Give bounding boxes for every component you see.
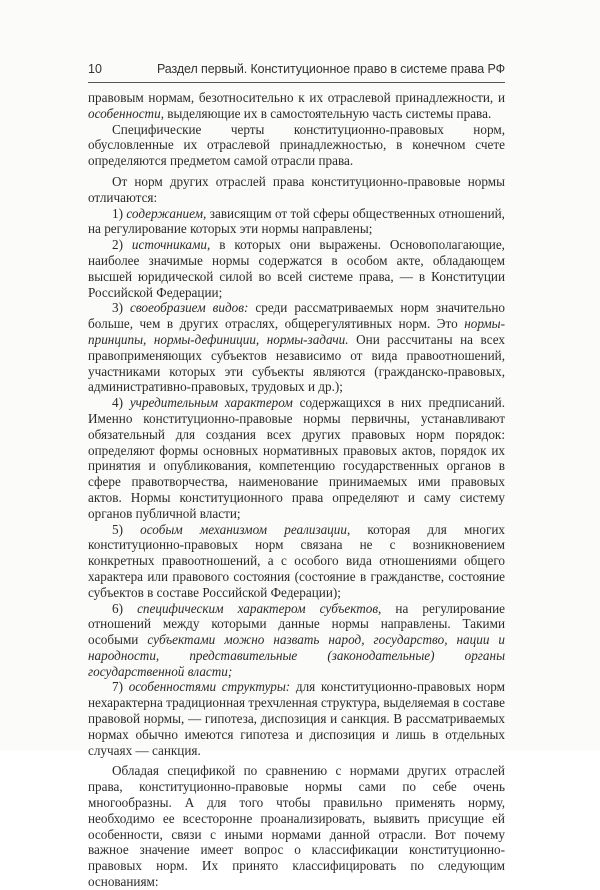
text-run: содержащихся в них предписаний. Именно конституционно-правовые нормы первичны, устанавливают обязательный для создания всех других правовых норм порядок: определяют формы основных нормативных правовых актов, порядок их принятия и опубликования, компетенцию государственных органов в сфере правотворчества, наименование принимаемых ими правовых актов. Нормы конституционного права определяют и саму систему органов публичной власти;: [88, 395, 505, 521]
text-run: для конституционно-правовых норм нехарактерна традиционная трехчленная структура, выделяемая в составе правовой нормы, — гипотеза, диспозиция и санкция. В рассматриваемых нормах обычно имеются гипотеза и диспозиция и лишь в отдельных случаях — санкция.: [88, 679, 505, 758]
italic-text: своеобразием видов:: [130, 300, 249, 316]
text-run: 5): [112, 521, 141, 537]
text-run: 3): [112, 300, 131, 316]
list-item: [88, 395, 505, 521]
list-item: [88, 300, 505, 395]
italic-text: особенности: [88, 105, 161, 121]
list-item: [88, 522, 505, 601]
text-run: 1): [112, 205, 127, 221]
text-run: 7): [112, 679, 129, 695]
paragraph: [88, 90, 505, 122]
italic-text: субъектами можно назвать народ, государство, нации и народности, представительные (законодательные) органы государственной власти;: [88, 632, 506, 679]
page-header: [88, 58, 505, 83]
italic-text: специфическим характером субъектов: [137, 600, 379, 616]
list-item: [88, 237, 505, 300]
running-title: Раздел первый. Конституционное право в системе права РФ: [156, 62, 505, 76]
text-run: , в которых они выражены. Основополагающие, наиболее значимые нормы содержатся в особом акте, обладающем высшей юридической силой во всей системе права, — в Конституции Российской Федерации;: [88, 237, 505, 300]
list-item: [88, 206, 505, 238]
text-run: Обладая спецификой по сравнению с нормами других отраслей права, конституционно-правовые нормы сами по себе очень многообразны. А для того чтобы правильно применять норму, необходимо ее всесторонне проанализировать, выявить присущие ей особенности, связи с иными нормами данной отрасли. Вот почему важное значение имеет вопрос о классификации конституционно-правовых норм. Их принято классифицировать по следующим основаниям:: [88, 763, 505, 890]
italic-text: учредительным характером: [129, 395, 293, 411]
text-run: Специфические черты конституционно-правовых норм, обусловленные их отраслевой принадлежностью, в конечном счете определяются предметом самой отрасли права.: [88, 121, 505, 169]
text-run: От норм других отраслей права конституционно-правовые нормы отличаются:: [88, 173, 505, 205]
paragraph: [88, 122, 505, 169]
text-run: 4): [112, 395, 130, 411]
list-item: [88, 601, 505, 680]
text-run: , на регулирование отношений между которыми данные нормы направлены. Такими особыми: [88, 600, 505, 648]
page-body: [88, 90, 505, 890]
italic-text: содержанием,: [126, 205, 207, 221]
text-run: правовым нормам, безотносительно к их отраслевой принадлежности, и: [88, 90, 505, 105]
italic-text: источниками: [131, 237, 208, 253]
text-run: зависящим от той сферы общественных отношений, на регулирование которых эти нормы направлены;: [88, 205, 505, 237]
paragraph: [88, 763, 505, 889]
page-number: 10: [88, 62, 102, 76]
list-item: [88, 679, 505, 758]
text-run: , которая для многих конституционно-правовых норм связана не с возникновением конкретных правоотношений, а с особого вида отношениями общего характера или правового состояния (состояние в гражданстве, состояние субъектов в составе Российской Федерации);: [88, 521, 505, 600]
italic-text: нормы-принципы, нормы-дефиниции, нормы-задачи.: [88, 316, 505, 347]
text-run: Они рассчитаны на всех правоприменяющих субъектов независимо от вида правоотношений, участниками которых эти субъекты являются (гражданско-правовых, административно-правовых, трудовых и др.);: [88, 331, 505, 395]
italic-text: особым механизмом реализации: [140, 521, 347, 537]
italic-text: особенностями структуры:: [128, 679, 291, 695]
text-run: 2): [112, 237, 132, 253]
text-run: среди рассматриваемых норм значительно больше, чем в других отраслях, общерегулятивных норм. Это: [88, 300, 506, 332]
paragraph: [88, 174, 505, 206]
text-run: 6): [112, 600, 138, 616]
text-run: , выделяющие их в самостоятельную часть системы права.: [160, 105, 492, 121]
